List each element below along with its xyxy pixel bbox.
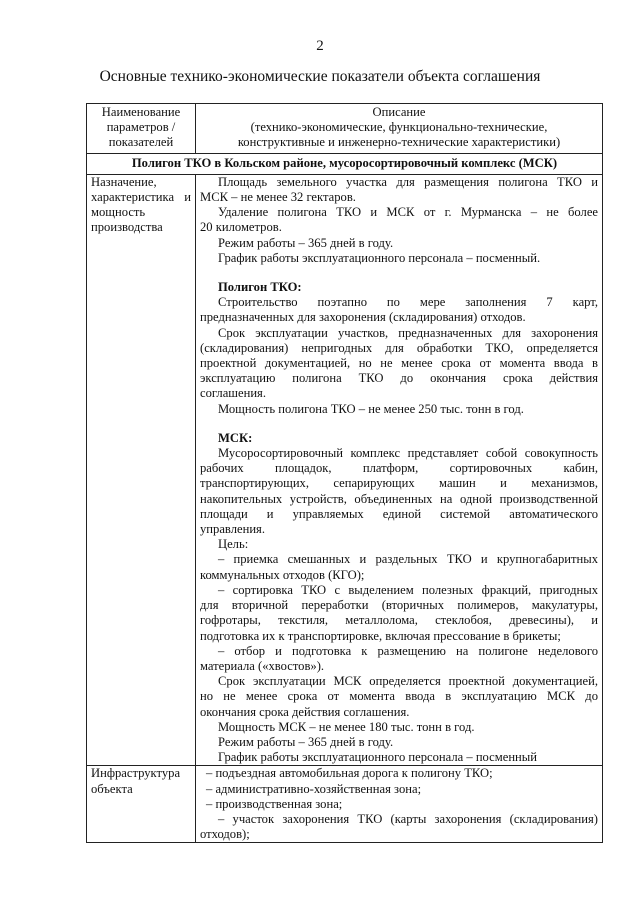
subheading-polygon: Полигон ТКО:	[218, 280, 302, 295]
list-item: – административно-хозяйственная зона;	[206, 781, 422, 796]
param-cell: Назначение, характеристика и мощность производства	[87, 174, 196, 766]
table-row	[87, 174, 603, 766]
header-param-cell: Наименование параметров / показателей	[87, 104, 196, 154]
table-header-row	[87, 104, 603, 154]
section-title: Полигон ТКО в Кольском районе, мусоросортировочный комплекс (МСК)	[87, 153, 603, 174]
page-number: 2	[316, 38, 324, 54]
list-item: – участок захоронения ТКО (карты захоронения (складирования)	[218, 811, 598, 826]
specs-table	[86, 103, 603, 843]
table-row	[87, 766, 603, 843]
list-item: – производственная зона;	[206, 796, 343, 811]
header-description-cell: Описание (технико-экономические, функционально-технические, конструктивные и инженерно-технические характеристики)	[196, 104, 603, 154]
subheading-msk: МСК:	[218, 430, 253, 445]
section-row	[87, 153, 603, 174]
param-cell: Инфраструктура объекта	[87, 766, 196, 843]
description-cell: – подъездная автомобильная дорога к полигону ТКО; – административно-хозяйственная зона; – производственная зона; – участок захоронения ТКО (карты захоронения (складирования) отходов);	[196, 766, 603, 843]
page-title: Основные технико-экономические показатели объекта соглашения	[99, 68, 541, 85]
description-cell: Площадь земельного участка для размещения полигона ТКО и МСК – не менее 32 гектаров. Удаление полигона ТКО и МСК от г. Мурманска – не более 20 километров. Режим работы – 365 дней в году. График работы эксплуатационного персонала – посменный. Полигон ТКО: Строительство поэтапно по мере заполнения 7 карт, предназначенных для захоронения (складирования) отходов. Срок эксплуатации участков, предназначенных для захоронения (складирования) непригодных для обработки ТКО, определяется проектной документацией, но не менее срока от момента ввода в эксплуатацию полигона ТКО до окончания срока действия соглашения. Мощность полигона ТКО – не менее 250 тыс. тонн в год. МСК: Мусоросортировочный комплекс представляет собой совокупность рабочих площадок, платформ, сортировочных кабин, транспортирующих, сепарирующих машин и механизмов, накопительных устройств, объединенных на одной производственной площади и управляемых единой системой автоматического управления. Цель: – приемка смешанных и раздельных ТКО и крупногабаритных коммунальных отходов (КГО); – сортировка ТКО с выделением полезных фракций, пригодных для вторичной переработки (вторичных полимеров, макулатуры, гофротары, текстиля, металлолома, стеклобоя, древесины), и подготовка их к транспортировке, включая прессование в брикеты; – отбор и подготовка к размещению на полигоне неделового материала («хвостов»). Срок эксплуатации МСК определяется проектной документацией, но не менее срока от момента ввода в эксплуатацию МСК до окончания срока действия соглашения. Мощность МСК – не менее 180 тыс. тонн в год. Режим работы – 365 дней в году. График работы эксплуатационного персонала – посменный	[196, 174, 603, 766]
list-item: – подъездная автомобильная дорога к полигону ТКО;	[206, 766, 493, 781]
